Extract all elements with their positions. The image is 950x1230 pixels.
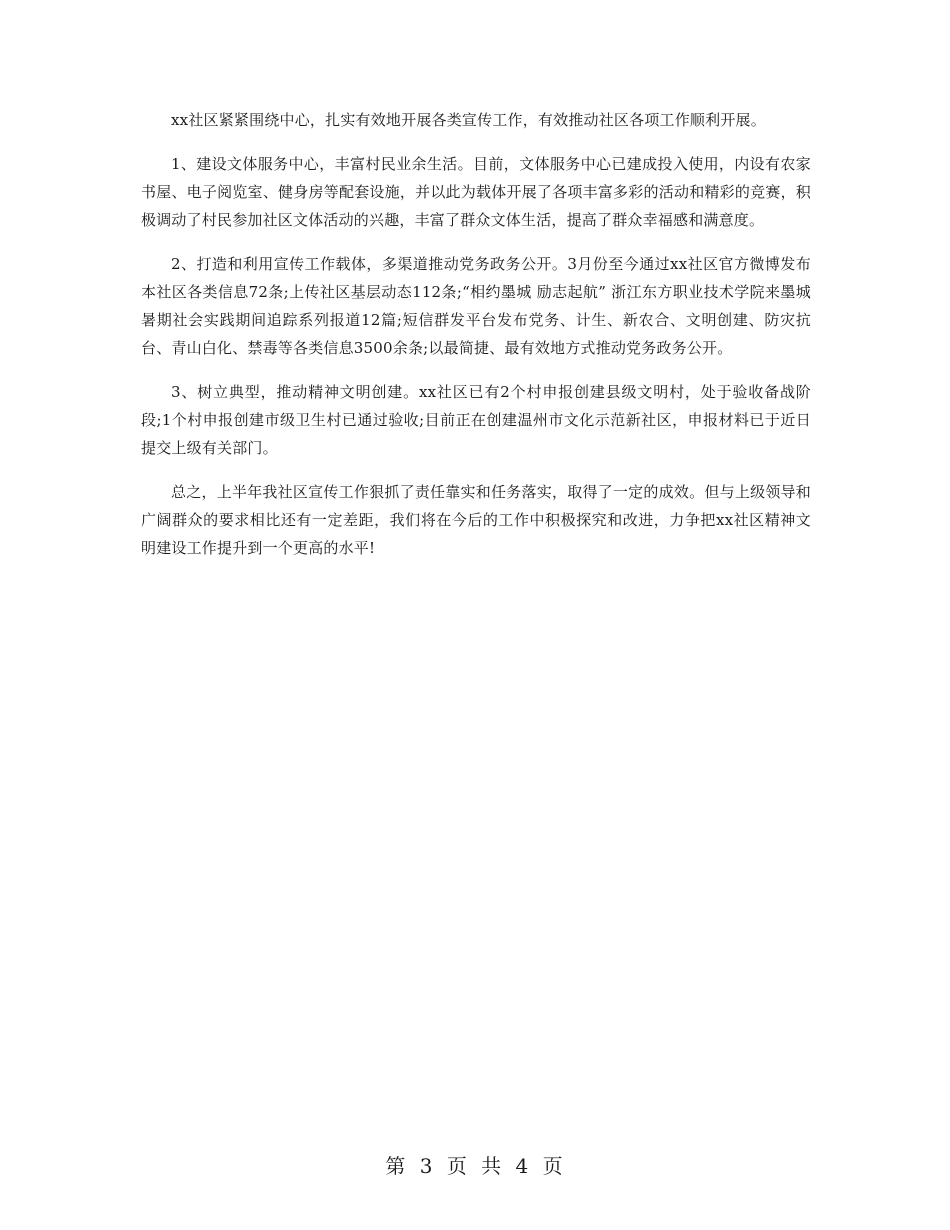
paragraph-item-1: 1、建设文体服务中心，丰富村民业余生活。目前，文体服务中心已建成投入使用，内设有农家书屋、电子阅览室、健身房等配套设施，并以此为载体开展了各项丰富多彩的活动和精彩的竞赛，积极调动了村民参加社区文体活动的兴趣，丰富了群众文体生活，提高了群众幸福感和满意度。 (141, 155, 811, 229)
paragraph-item-2: 2、打造和利用宣传工作载体，多渠道推动党务政务公开。3月份至今通过xx社区官方微博发布本社区各类信息72条;上传社区基层动态112条;“相约墨城 励志起航” 浙江东方职业技术学院来墨城暑期社会实践期间追踪系列报道12篇;短信群发平台发布党务、计生、新农合、文明创建、防灾抗台、青山白化、禁毒等各类信息3500余条;以最简捷、最有效地方式推动党务政务公开。 (141, 255, 811, 357)
paragraph-item-3: 3、树立典型，推动精神文明创建。xx社区已有2个村申报创建县级文明村，处于验收备战阶段;1个村申报创建市级卫生村已通过验收;目前正在创建温州市文化示范新社区，申报材料已于近日提交上级有关部门。 (141, 383, 811, 457)
page-number-footer: 第 3 页 共 4 页 (385, 1154, 565, 1178)
paragraph-summary: 总之，上半年我社区宣传工作狠抓了责任靠实和任务落实，取得了一定的成效。但与上级领导和广阔群众的要求相比还有一定差距，我们将在今后的工作中积极探究和改进，力争把xx社区精神文明建设工作提升到一个更高的水平! (141, 483, 811, 557)
paragraph-intro: xx社区紧紧围绕中心，扎实有效地开展各类宣传工作，有效推动社区各项工作顺利开展。 (171, 111, 766, 129)
document-body (141, 106, 811, 578)
